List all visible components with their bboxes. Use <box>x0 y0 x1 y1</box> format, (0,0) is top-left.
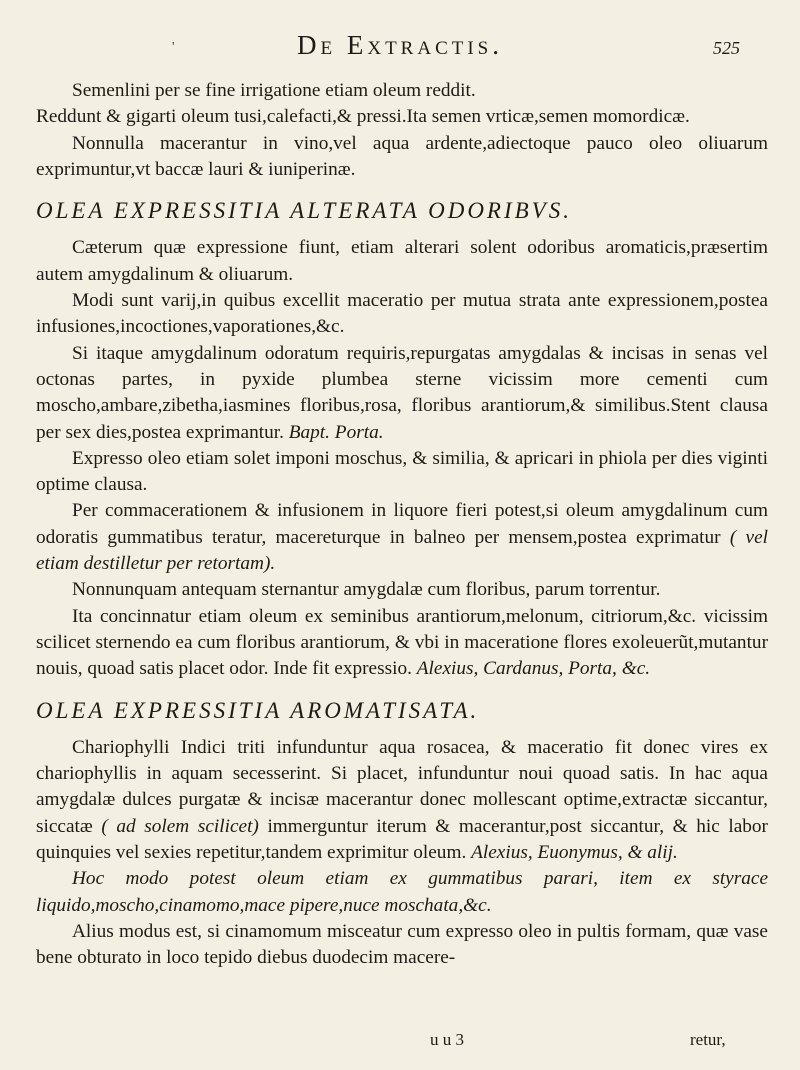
printer-mark: ' <box>172 40 175 55</box>
parenthetical-note: ( ad solem scilicet) <box>101 815 259 837</box>
parenthetical-note: ( vel etiam destilletur per retortam). <box>36 526 768 575</box>
catchword: retur, <box>690 1030 726 1049</box>
paragraph: Hoc modo potest oleum etiam ex gummatibus parari, item ex styrace liquido,moscho,cinamomo,mace pipere,nuce moschata,&c. <box>36 868 768 916</box>
section-heading: OLEA EXPRESSITIA ALTERATA ODORIBVS. <box>36 198 572 224</box>
paragraph <box>36 735 768 866</box>
paragraph: Modi sunt varij,in quibus excellit maceratio per mutua strata ante expressionem,postea infusiones,incoctiones,vaporationes,&c. <box>36 290 768 338</box>
citation: Bapt. Porta. <box>288 421 384 443</box>
section-heading: OLEA EXPRESSITIA AROMATISATA. <box>36 697 480 723</box>
page-number: 525 <box>713 38 740 58</box>
body-text <box>36 78 768 972</box>
citation: Alexius, Euonymus, & alij. <box>471 842 678 864</box>
citation: Alexius, Cardanus, Porta, &c. <box>416 658 651 680</box>
paragraph <box>36 498 768 577</box>
running-head: De Extractis. <box>297 30 503 60</box>
paragraph <box>36 604 768 683</box>
paragraph: Nonnulla macerantur in vino,vel aqua ardente,adiectoque pauco oleo oliuarum exprimuntur,vt baccæ lauri & iuniperinæ. <box>36 132 768 180</box>
page-footer <box>0 1030 800 1060</box>
paragraph: Expresso oleo etiam solet imponi moschus, & similia, & apricari in phiola per dies viginti optime clausa. <box>36 447 768 496</box>
signature-mark: u u 3 <box>430 1030 464 1049</box>
paragraph-text: Per commacerationem & infusionem in liquore fieri potest,si oleum amygdalinum cum odoratis gummatibus teratur, macereturque in balneo per mensem,postea exprimatur <box>36 500 768 548</box>
paragraph: Nonnunquam antequam sternantur amygdalæ cum floribus, parum torrentur. <box>72 579 661 601</box>
paragraph: Cæterum quæ expressione fiunt, etiam alterari solent odoribus aromaticis,præsertim autem amygdalinum & oliuarum. <box>36 237 768 285</box>
paragraph: Alius modus est, si cinamomum misceatur cum expresso oleo in pultis formam, quæ vase bene obturato in loco tepido diebus duodecim macere- <box>36 920 768 969</box>
paragraph <box>36 341 768 446</box>
paragraph-text: Chariophylli Indici triti infunduntur aqua rosacea, & maceratio fit donec vires ex chariophyllis in aquam secesserint. Si placet, infunduntur noui quoad satis. In hac aqua amygdalæ dulces purgatæ & incisæ macerantur donec mollescant optime,extractæ siccantur, siccatæ <box>36 736 768 837</box>
paragraph-text: immerguntur iterum & macerantur,post siccantur, & hic labor quinquies vel sexies repetitur,tandem exprimitur oleum. <box>36 815 768 864</box>
paragraph: Reddunt & gigarti oleum tusi,calefacti,& pressi.Ita semen vrticæ,semen momordicæ. <box>36 106 690 128</box>
paragraph-text: Si itaque amygdalinum odoratum requiris,repurgatas amygdalas & incisas in senas vel octonas partes, in pyxide plumbea sterne vicissim more cementi cum moscho,ambare,zibetha,iasmines floribus,rosa, floribus arantiorum,& similibus.Stent clausa per sex dies,postea exprimantur. <box>36 342 768 443</box>
paragraph-text: Ita concinnatur etiam oleum ex seminibus arantiorum,melonum, citriorum,&c. vicissim scilicet sternendo ea cum floribus arantiorum, & vbi in maceratione flores exoleuerũt,mutantur nouis, quoad satis placet odor. Inde fit expressio. <box>36 605 768 680</box>
paragraph: Semenlini per se fine irrigatione etiam oleum reddit. <box>72 80 476 101</box>
